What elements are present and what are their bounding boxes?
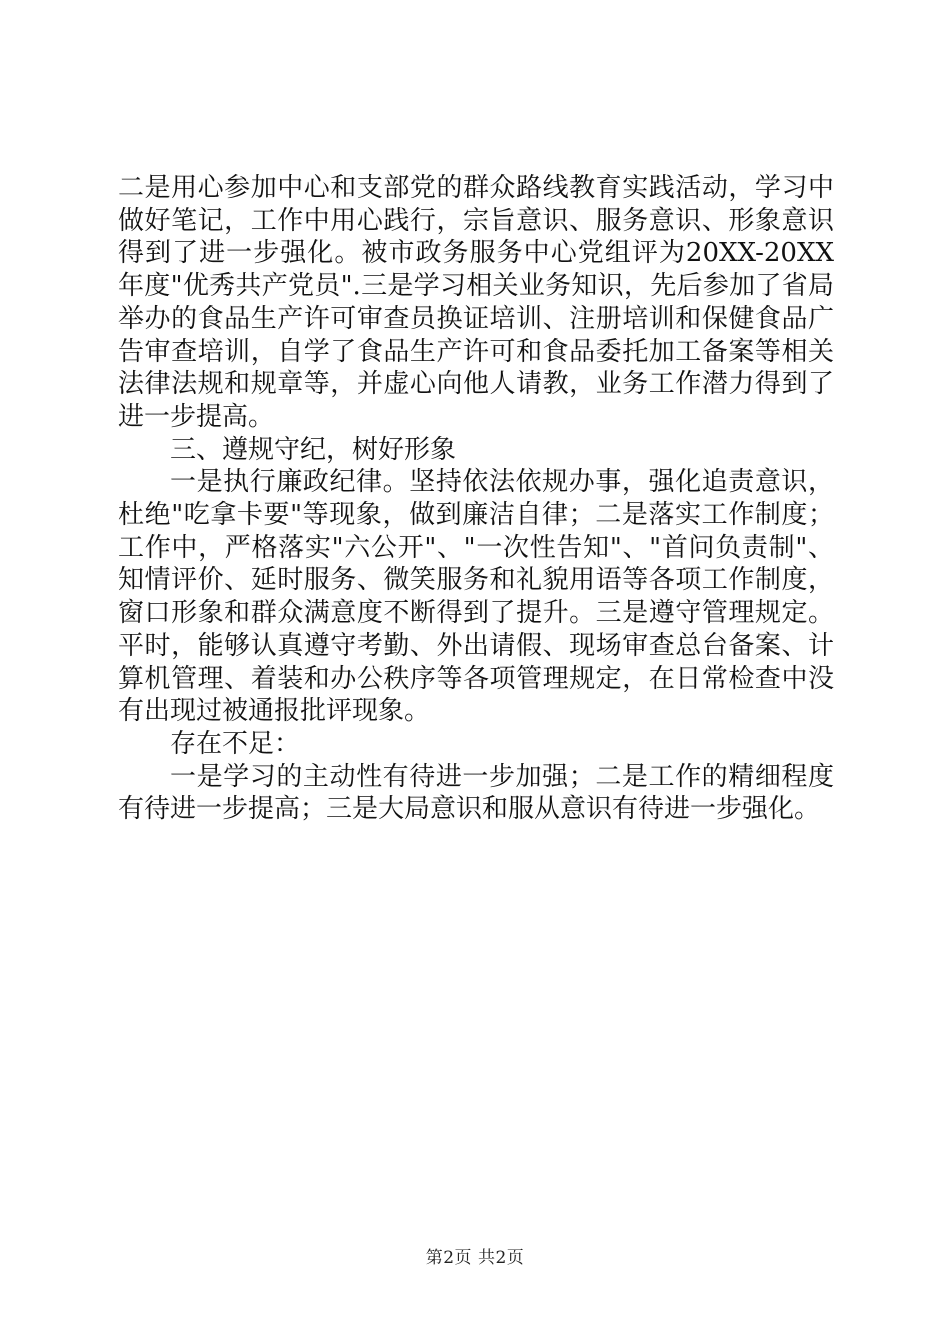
page-number-footer: 第2页 共2页 xyxy=(425,1248,525,1268)
section-heading-shortcomings: 存在不足： xyxy=(170,728,301,759)
paragraph-study: 二是用心参加中心和支部党的群众路线教育实践活动，学习中做好笔记，工作中用心践行，宗旨意识、服务意识、形象意识得到了进一步强化。被市政务服务中心党组评为20XX-20XX年度"优秀共产党员".三是学习相关业务知识，先后参加了省局举办的食品生产许可审查员换证培训、注册培训和保健食品广告审查培训，自学了食品生产许可和食品委托加工备案等相关法律法规和规章等，并虚心向他人请教，业务工作潜力得到了进一步提高。 xyxy=(118,173,834,432)
section-heading-discipline: 三、遵规守纪，树好形象 xyxy=(170,434,457,465)
paragraph-shortcomings: 一是学习的主动性有待进一步加强；二是工作的精细程度有待进一步提高；三是大局意识和服从意识有待进一步强化。 xyxy=(118,761,834,825)
document-body xyxy=(118,172,834,826)
paragraph-discipline: 一是执行廉政纪律。坚持依法依规办事，强化追责意识，杜绝"吃拿卡要"等现象，做到廉洁自律；二是落实工作制度；工作中，严格落实"六公开"、"一次性告知"、"首问负责制"、知情评价、延时服务、微笑服务和礼貌用语等各项工作制度，窗口形象和群众满意度不断得到了提升。三是遵守管理规定。平时，能够认真遵守考勤、外出请假、现场审查总台备案、计算机管理、着装和办公秩序等各项管理规定，在日常检查中没有出现过被通报批评现象。 xyxy=(118,467,834,727)
